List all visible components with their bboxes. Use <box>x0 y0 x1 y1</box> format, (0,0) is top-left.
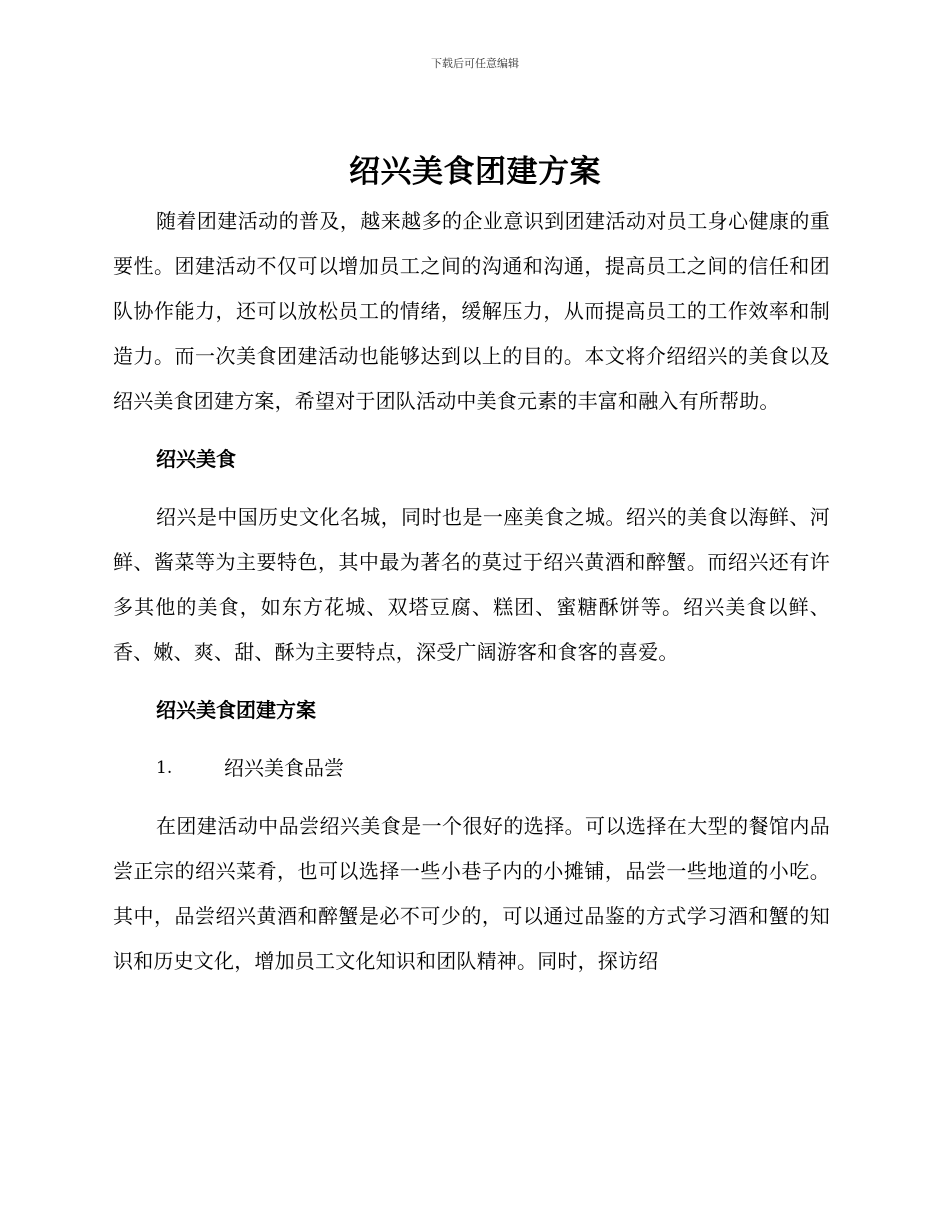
section-heading-food: 绍兴美食 <box>156 447 236 471</box>
document-body <box>113 199 830 984</box>
list-number: 1. <box>156 758 173 778</box>
list-label: 绍兴美食品尝 <box>224 756 344 780</box>
spacer <box>113 675 830 688</box>
document-title: 绍兴美食团建方案 <box>349 154 601 190</box>
spacer <box>113 791 830 804</box>
section-heading-plan: 绍兴美食团建方案 <box>156 698 316 722</box>
spacer <box>113 482 830 495</box>
spacer <box>113 733 830 746</box>
food-paragraph: 绍兴是中国历史文化名城，同时也是一座美食之城。绍兴的美食以海鲜、河鲜、酱菜等为主要特色，其中最为著名的莫过于绍兴黄酒和醉蟹。而绍兴还有许多其他的美食，如东方花城、双塔豆腐、糕团、蜜糖酥饼等。绍兴美食以鲜、香、嫩、爽、甜、酥为主要特点，深受广阔游客和食客的喜爱。 <box>113 505 830 664</box>
list-item <box>113 746 830 791</box>
header-note: 下载后可任意编辑 <box>431 57 519 70</box>
intro-paragraph: 随着团建活动的普及，越来越多的企业意识到团建活动对员工身心健康的重要性。团建活动不仅可以增加员工之间的沟通和沟通，提高员工之间的信任和团队协作能力，还可以放松员工的情绪，缓解压力，从而提高员工的工作效率和制造力。而一次美食团建活动也能够达到以上的目的。本文将介绍绍兴的美食以及绍兴美食团建方案，希望对于团队活动中美食元素的丰富和融入有所帮助。 <box>113 209 830 413</box>
spacer <box>113 424 830 437</box>
plan-paragraph: 在团建活动中品尝绍兴美食是一个很好的选择。可以选择在大型的餐馆内品尝正宗的绍兴菜肴，也可以选择一些小巷子内的小摊铺，品尝一些地道的小吃。其中，品尝绍兴黄酒和醉蟹是必不可少的，可以通过品鉴的方式学习酒和蟹的知识和历史文化，增加员工文化知识和团队精神。同时，探访绍 <box>113 814 830 973</box>
